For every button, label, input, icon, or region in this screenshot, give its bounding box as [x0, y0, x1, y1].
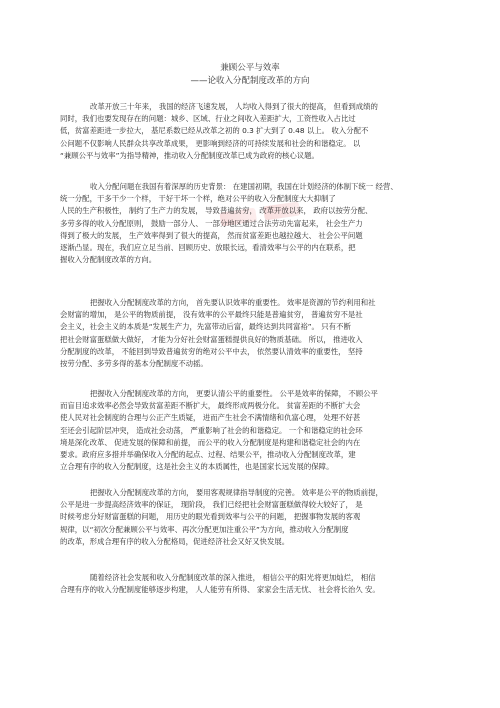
- paragraph-line: 而盲目追求效率必然会导致贫富差距不断扩大， 最终形成两极分化。 贫富差距的不断扩大会: [60, 401, 361, 411]
- paragraph-line: 得到了极大的发展， 生产效率得到了很大的提高， 然而贫富差距也越拉越大、 社会公平问题: [60, 230, 363, 240]
- paragraph-line: 收入分配问题在我国有着深厚的历史背景： 在建国初期，我国在计划经济的体制下统一 经营、: [90, 182, 398, 191]
- paragraph-line: 同时，我们也要发现存在的问题：城乡、区域、行业之间收入差距扩大，工资性收入占比过: [60, 114, 356, 124]
- paragraph-line: 握收入分配制度改革的方向。: [60, 255, 157, 265]
- paragraph-line: 把社会财富蛋糕做大做好， 才能为分好社会财富蛋糕提供良好的物质基础。 所以， 推进收入: [60, 334, 363, 344]
- paragraph-line: 使人民对社会制度的合理与公正产生质疑， 进而产生社会不满情绪和仇富心理， 处理不好甚: [60, 413, 361, 423]
- paragraph-line: 多劳多得的收入分配原则， 鼓励一部分人、 一部分地区通过合法劳动先富起来， 社会生产力: [60, 218, 363, 228]
- paragraph-line: 公问题不仅影响人民群众共享改革成果， 更影响到经济的可持续发展和社会的和谐稳定。 以: [60, 138, 361, 148]
- paragraph-line: 立合理有序的收入分配制度，这是社会主义的本质属性，也是国家长远发展的保障。: [60, 462, 334, 472]
- paragraph-line: 的改革，形成合理有序的收入分配格局，促进经济社会又好又快发展。: [60, 536, 290, 546]
- paragraph-line: 规律，以“初次分配兼顾公平与效率、再次分配更加注重公平”为方向，推动收入分配制度: [60, 524, 349, 534]
- paragraph-line: 要求。政府应多措并举确保收入分配的起点、过程、结果公平，推动收入分配制度改革，建: [60, 450, 356, 459]
- paragraph-line: 合理有序的收入分配制度能够逐步构建， 人人能劳有所得、 家家会生活无忧、 社会将长治久 安。: [60, 585, 380, 595]
- paragraph-line: 低，贫富差距进一步拉大， 基尼系数已经从改革之初的 0.3 扩大到了 0.48 以上。 收入分配不: [60, 126, 369, 136]
- paragraph-line: 时候考虑分好财富蛋糕的问题， 用历史的眼光看到效率与公平的问题， 把握事物发展的客观: [60, 512, 361, 522]
- paragraph-line: 随着经济社会发展和收入分配制度改革的深入推进， 相信公平的阳光将更加灿烂， 相信: [90, 573, 376, 582]
- paragraph-line: 会主义，社会主义的本质是“发展生产力，先富带动后富，最终达到共同富裕”。 只有不断: [60, 322, 351, 332]
- paragraph-line: 把握收入分配制度改革的方向， 首先要认识效率的重要性。 效率是资源的节约利用和社: [90, 298, 376, 307]
- paragraph-line: “兼顾公平与效率”为指导精神，推动收入分配制度改革已成为政府的核心议题。: [60, 150, 319, 160]
- paragraph-line: 统一分配，干多干少一个样， 干好干坏一个样，绝对公平的收入分配制度大大抑制了: [60, 194, 336, 204]
- paragraph-line: 把握收入分配制度改革的方向， 更要认清公平的重要性。 公平是效率的保障， 不顾公平: [90, 389, 378, 398]
- paragraph-line: 境是深化改革、 促进发展的保障和前提， 而公平的收入分配制度是构建和谐稳定社会的内在: [60, 437, 361, 447]
- document-subtitle: ——论收入分配制度改革的方向: [190, 76, 310, 86]
- document-title: 兼顾公平与效率: [220, 63, 280, 73]
- paragraph-line: 把握收入分配制度改革的方向， 要用客观规律指导制度的完善。 效率是公平的物质前提，: [90, 488, 383, 497]
- paragraph-line: 分配制度的改革， 不能回到导致普遍贫穷的绝对公平中去， 依然要认清效率的重要性， 坚持: [60, 346, 363, 356]
- paragraph-line: 公平是进一步提高经济效率的保证， 现阶段， 我们已经把社会财富蛋糕做得较大较好了， 是: [60, 500, 363, 510]
- paragraph-line: 至还会引起阶层冲突， 造成社会动荡， 严重影响了社会的和谐稳定。 一个和谐稳定的社会环: [60, 425, 363, 435]
- paragraph-line: 逐渐凸显。现在，我们应立足当前、回顾历史、放眼长远，看清效率与公平的内在联系，把: [60, 243, 356, 252]
- paragraph-line: 会财富的增加， 是公平的物质前提， 没有效率的公平最终只能是普遍贫穷， 普遍贫穷不是社: [60, 310, 363, 320]
- paragraph-line: 改革开放三十年来， 我国的经济飞速发展， 人均收入得到了很大的提高， 但看到成绩的: [90, 102, 378, 111]
- paragraph-line: 按劳分配、多劳多得的基本分配制度不动摇。: [60, 359, 208, 368]
- paragraph-line: 人民的生产积极性， 制约了生产力的发展， 导致普遍贫穷， 改革开放以来， 政府以按劳分配、: [60, 206, 373, 216]
